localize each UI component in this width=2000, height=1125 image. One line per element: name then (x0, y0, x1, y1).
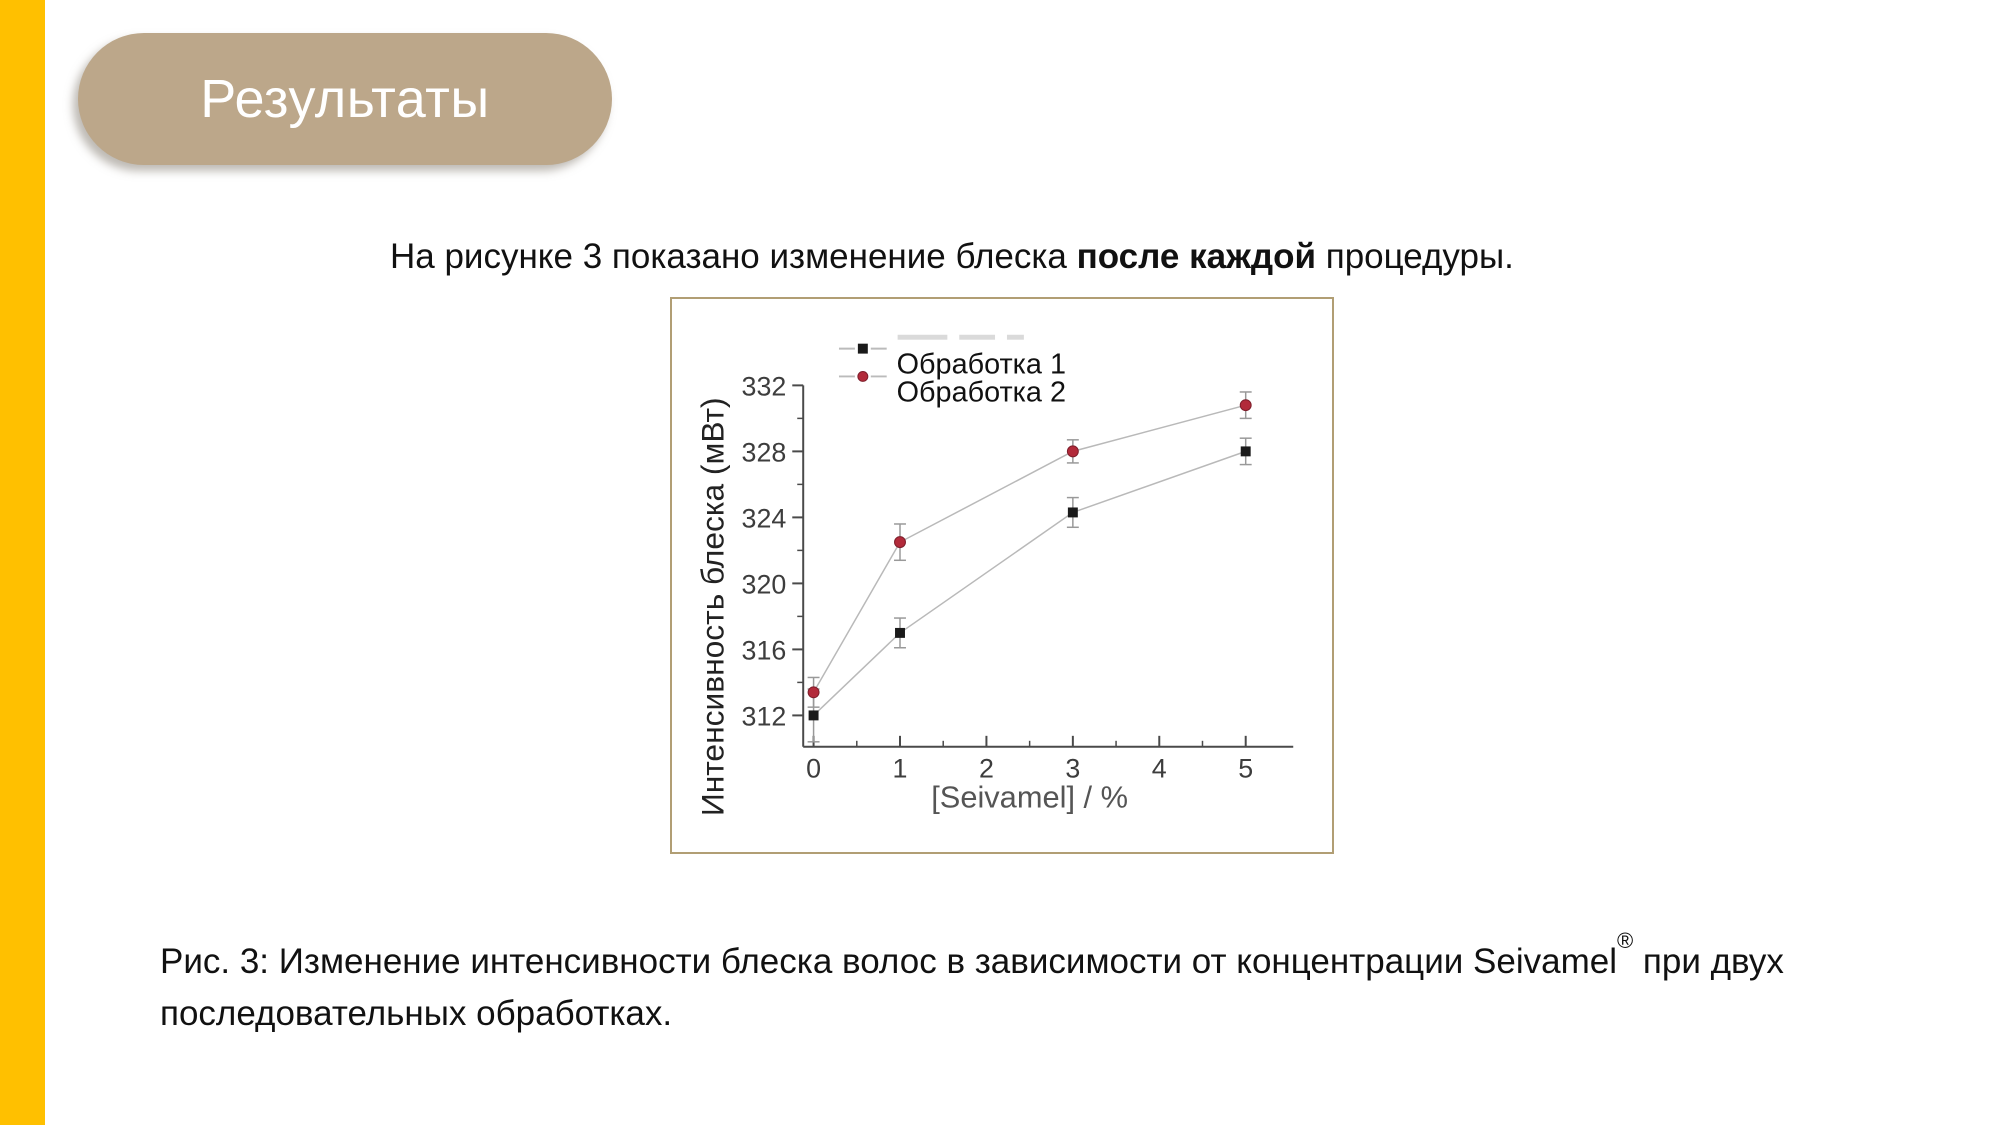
legend-marker (858, 371, 868, 381)
data-point (809, 710, 819, 720)
covered-text-remnant (898, 335, 948, 340)
data-point (1067, 446, 1078, 457)
covered-text-remnant (1007, 335, 1024, 340)
y-tick-label: 324 (741, 503, 787, 534)
page-title: Результаты (200, 69, 490, 129)
chart-legend (839, 335, 1066, 409)
x-tick-label: 2 (978, 753, 994, 784)
y-tick-label: 316 (741, 635, 787, 666)
left-accent-bar (0, 0, 45, 1125)
y-tick-label: 332 (741, 371, 787, 402)
intro-part2: процедуры. (1316, 237, 1514, 276)
intro-text (390, 234, 1514, 280)
y-tick-label: 312 (741, 701, 787, 732)
intro-part1: На рисунке 3 показано изменение блеска (390, 237, 1077, 276)
series-2 (808, 392, 1252, 707)
title-pill (78, 33, 612, 165)
data-point (895, 628, 905, 638)
caption-part2: при двух последовательных обработках. (160, 942, 1784, 1033)
axes (742, 371, 1294, 783)
figure-caption (160, 928, 1800, 1040)
data-point (1241, 446, 1251, 456)
data-point (808, 687, 819, 698)
figure-frame (670, 297, 1334, 854)
y-tick-label: 328 (741, 437, 787, 468)
x-tick-label: 5 (1238, 753, 1254, 784)
legend-marker (858, 344, 868, 354)
x-axis-label: [Seivamel] / % (931, 779, 1129, 815)
x-tick-label: 1 (892, 753, 908, 784)
data-point (1240, 400, 1251, 411)
series-1 (808, 438, 1252, 742)
y-tick-label: 320 (741, 569, 787, 600)
y-axis-label: Интенсивность блеска (мВт) (694, 397, 731, 817)
caption-part1: Рис. 3: Изменение интенсивности блеска волос в зависимости от концентрации Seivamel (160, 942, 1617, 981)
shine-intensity-chart (672, 299, 1332, 852)
caption-registered-mark: ® (1616, 928, 1634, 954)
data-point (895, 537, 906, 548)
intro-bold: после каждой (1076, 237, 1317, 276)
legend-label: Обработка 2 (896, 376, 1067, 409)
x-tick-label: 4 (1151, 753, 1167, 784)
data-point (1068, 507, 1078, 517)
legend-label: Обработка 1 (896, 348, 1067, 381)
x-tick-label: 3 (1065, 753, 1081, 784)
covered-text-remnant (959, 335, 995, 340)
x-tick-label: 0 (806, 753, 822, 784)
